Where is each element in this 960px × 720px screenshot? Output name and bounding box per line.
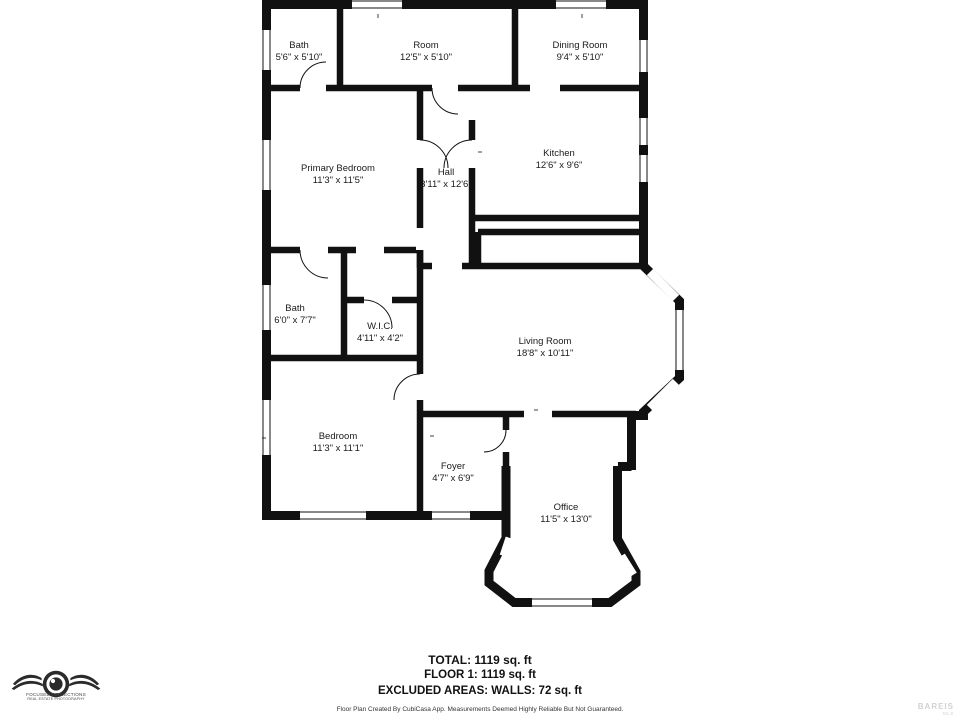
room-name: Room — [413, 40, 439, 52]
room-dimensions: 11'3" x 11'5" — [312, 175, 364, 186]
room-dimensions: 4'11" x 4'2" — [356, 333, 404, 344]
room-name: Bath — [289, 40, 309, 52]
room-name: Hall — [437, 167, 455, 179]
room-dimensions: 9'4" x 5'10" — [556, 52, 604, 63]
mls-watermark — [918, 702, 954, 716]
watermark-line1: BAREIS — [917, 702, 954, 711]
room-dimensions: 5'6" x 5'10" — [275, 52, 323, 63]
room-name: W.I.C. — [367, 321, 393, 333]
room-dimensions: 12'5" x 5'10" — [399, 52, 453, 63]
room-dimensions: 6'0" x 7'7" — [274, 315, 316, 326]
area-summary — [0, 652, 960, 699]
room-dimensions: 11'3" x 11'1" — [312, 443, 364, 454]
room-dimensions: 11'5" x 13'0" — [540, 514, 592, 525]
room-name: Office — [553, 502, 579, 514]
room-dimensions: 18'8" x 10'11" — [516, 348, 574, 359]
room-name: Bath — [285, 303, 305, 315]
room-dimensions: 4'7" x 6'9" — [432, 473, 474, 484]
room-dimensions: 12'6" x 9'6" — [535, 160, 583, 171]
total-area: TOTAL: 1119 sq. ft — [428, 653, 532, 667]
room-name: Living Room — [518, 336, 572, 348]
room-name: Bedroom — [318, 431, 358, 443]
room-name: Kitchen — [543, 148, 575, 160]
room-name: Dining Room — [552, 40, 608, 52]
room-name: Primary Bedroom — [301, 163, 375, 175]
excluded-area: EXCLUDED AREAS: WALLS: 72 sq. ft — [377, 684, 583, 697]
room-dimensions: 3'11" x 12'6" — [420, 179, 472, 190]
watermark-line2: MLS — [942, 711, 954, 716]
brand-tagline: REAL ESTATE PHOTOGRAPHY — [27, 697, 85, 701]
app-credit: Floor Plan Created By CubiCasa App. Measurements Deemed Highly Reliable But Not Guaranteed. — [336, 706, 624, 713]
floor1-area: FLOOR 1: 1119 sq. ft — [424, 669, 536, 682]
brand-logo-text — [8, 692, 104, 701]
brand-name: FOCUSED REFLECTIONS — [26, 692, 86, 697]
room-name: Foyer — [440, 461, 466, 473]
